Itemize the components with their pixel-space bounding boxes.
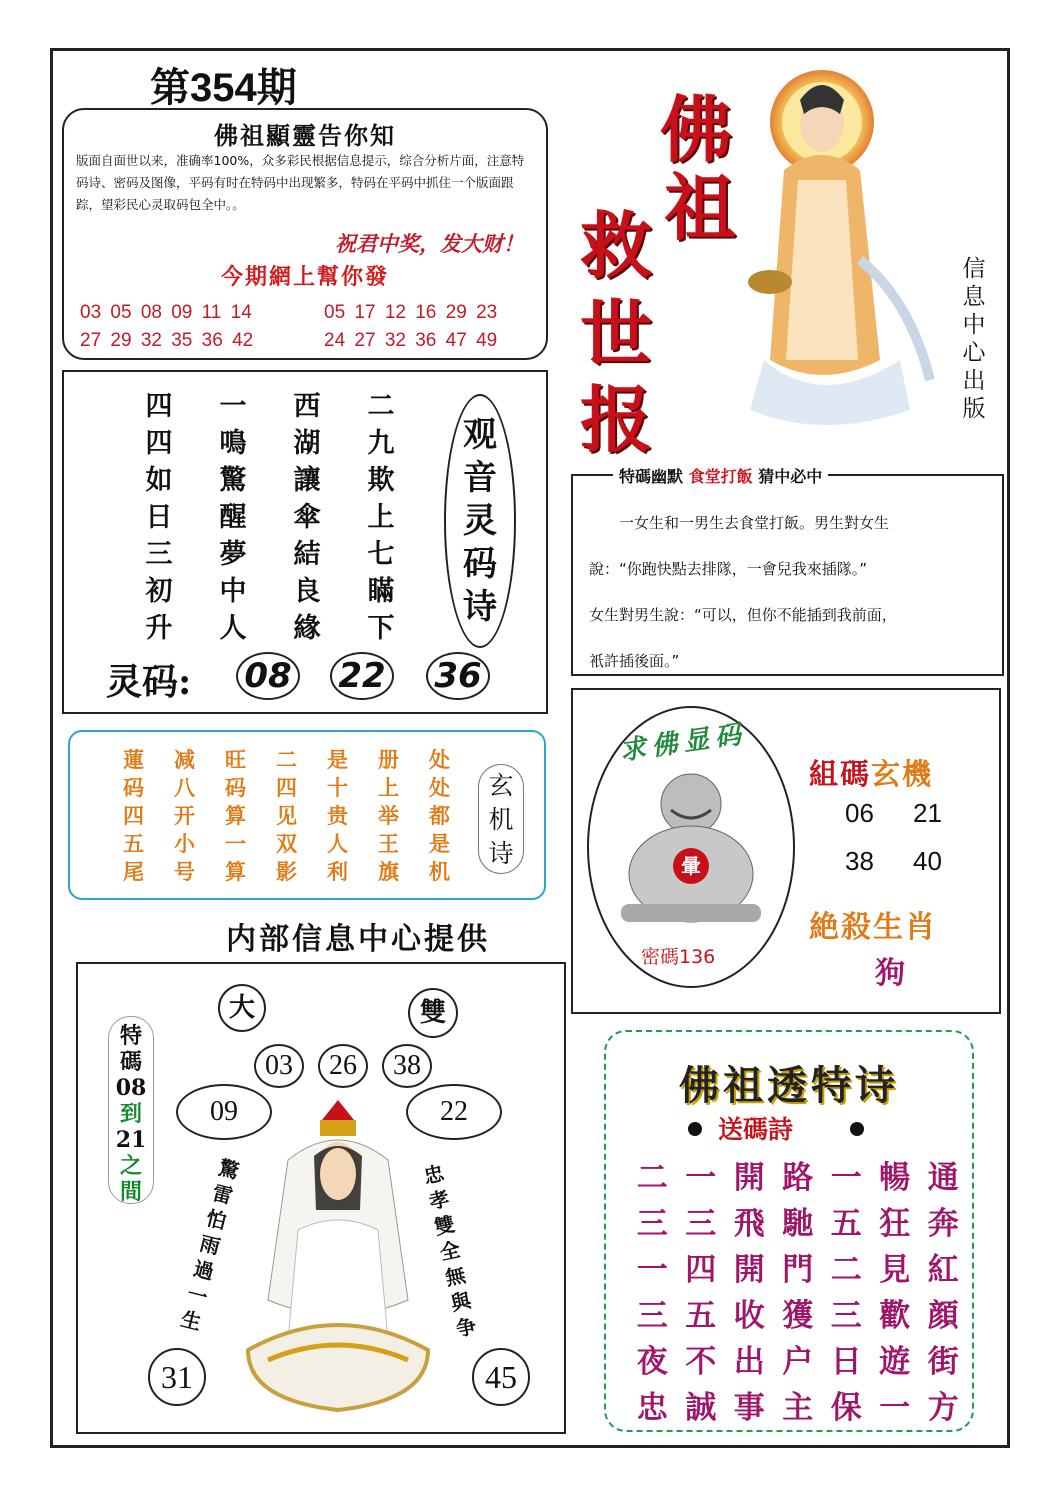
tema-number: 21 <box>115 1127 147 1153</box>
bullet-dot <box>850 1122 864 1136</box>
verse-char: 驚 <box>216 1155 242 1184</box>
song-ma-char: 夜 <box>636 1344 668 1380</box>
tema-char: 到 <box>119 1101 142 1127</box>
poem-char: 緣 <box>293 613 321 644</box>
song-ma-char: 保 <box>830 1390 862 1426</box>
poem-char: 良 <box>293 576 321 607</box>
xuanji-char: 见 <box>276 803 297 828</box>
verse-char: 雷 <box>209 1180 236 1209</box>
zuma-red: 組碼 <box>809 757 872 791</box>
buddha-oval <box>587 706 795 988</box>
poem-char: 讓 <box>293 465 321 496</box>
song-ma-char: 獲 <box>782 1298 814 1334</box>
tema-char: 之 <box>119 1153 142 1179</box>
xuanji-char: 利 <box>327 859 348 884</box>
song-ma-char: 三 <box>636 1298 668 1334</box>
title-char-3: 救 <box>580 203 653 288</box>
xuanji-char: 五 <box>123 831 144 856</box>
ball-number: 31 <box>148 1348 206 1406</box>
verse-char: 無 <box>443 1262 468 1291</box>
title-char-4: 世 <box>580 291 653 376</box>
tema-char: 間 <box>119 1179 142 1205</box>
song-ma-char: 二 <box>830 1252 862 1288</box>
song-ma-char: 歡 <box>879 1298 911 1334</box>
xuanji-char: 八 <box>174 775 195 800</box>
xuanji-char: 都 <box>429 803 450 828</box>
song-ma-char: 路 <box>782 1160 814 1196</box>
song-ma-char: 狂 <box>879 1206 911 1242</box>
fozu-title: 佛祖透特诗 <box>679 1062 899 1109</box>
song-ma-char: 忠 <box>636 1390 668 1426</box>
zuma-orange: 玄機 <box>871 757 934 791</box>
verse-char: 生 <box>178 1306 204 1335</box>
lingma-label: 灵码: <box>106 661 192 703</box>
poem-char: 欺 <box>367 465 395 496</box>
poem-char: 傘 <box>293 502 321 533</box>
poem-char: 四 <box>145 428 173 459</box>
song-ma-char: 一 <box>636 1252 668 1288</box>
joke-line: 衹許插後面。” <box>589 652 680 670</box>
song-ma-char: 暢 <box>879 1160 911 1196</box>
poem-char: 九 <box>367 428 395 459</box>
poem-grid <box>122 384 418 643</box>
xuanji-label-char: 诗 <box>488 839 514 868</box>
xuanji-char: 双 <box>276 831 297 856</box>
song-ma-char: 三 <box>636 1206 668 1242</box>
xuanji-char: 十 <box>327 775 348 800</box>
song-ma-char: 日 <box>830 1344 862 1380</box>
poem-char: 如 <box>145 465 173 496</box>
zuma-number: 06 <box>845 798 874 828</box>
intro-body: 版面自面世以来，准确率100%，众多彩民根据信息提示，综合分析片面，注意特码诗、密码及图像，平码有时在特码中出现繁多，特码在平码中抓住一个版面跟踪，望彩民心灵取码包全中。。 <box>76 153 525 212</box>
xuanji-char: 码 <box>123 775 144 800</box>
song-ma-char: 一 <box>830 1160 862 1196</box>
poem-label-char: 音 <box>463 457 497 498</box>
xuanji-char: 小 <box>174 831 195 856</box>
song-ma-char: 方 <box>927 1390 959 1426</box>
verse-char: 雙 <box>432 1211 457 1240</box>
poem-label-char: 码 <box>463 543 497 584</box>
poem-char: 中 <box>219 576 247 607</box>
wish-text: 祝君中奖，发大财！ <box>335 231 524 256</box>
issue-number: 第354期 <box>150 66 297 110</box>
xuanji-char: 贵 <box>327 803 348 828</box>
tema-guanyin-box <box>76 962 566 1434</box>
bullet-dot <box>688 1122 702 1136</box>
ball-number: 26 <box>318 1044 368 1088</box>
xuanji-char: 处 <box>429 747 450 772</box>
poem-char: 七 <box>367 539 395 570</box>
song-ma-char: 開 <box>733 1160 765 1196</box>
joke-line: 說：“你跑快點去排隊，一會兒我來插隊。” <box>589 560 868 578</box>
guanyin-standing-image <box>740 60 940 440</box>
song-ma-char: 一 <box>879 1390 911 1426</box>
joke-head-red: 食堂打飯 <box>688 467 753 486</box>
laughing-buddha-box <box>571 688 1001 1014</box>
verse-char: 與 <box>448 1288 474 1316</box>
xuanji-char: 减 <box>174 747 195 772</box>
poem-char: 西 <box>293 391 321 422</box>
song-ma-char: 户 <box>782 1344 814 1380</box>
jue-sha-title: 絶殺生肖 <box>809 910 937 945</box>
provider-text: 内部信息中心提供 <box>226 922 490 957</box>
verse-char: 忠 <box>421 1160 447 1189</box>
poem-char: 人 <box>219 613 247 644</box>
verse-char: 過 <box>191 1256 217 1285</box>
xuanji-char: 机 <box>429 859 450 884</box>
xuanji-char: 是 <box>327 747 348 772</box>
xuanji-char: 四 <box>276 775 297 800</box>
song-ma-char: 二 <box>636 1160 668 1196</box>
fozu-tete-poem-box <box>604 1030 974 1432</box>
xuanji-label-char: 玄 <box>488 771 514 800</box>
ball-number: 38 <box>382 1044 432 1088</box>
verse-char: 争 <box>453 1313 479 1342</box>
song-ma-char: 街 <box>927 1344 959 1380</box>
xuanji-char: 人 <box>327 831 348 856</box>
poem-char: 鳴 <box>219 428 247 459</box>
xuanji-char: 旺 <box>225 747 246 772</box>
xuanji-char: 是 <box>429 831 450 856</box>
poem-label-char: 灵 <box>463 500 497 541</box>
joke-line: 一女生和一男生去食堂打飯。男生對女生 <box>589 514 890 532</box>
song-ma-char: 顔 <box>927 1298 959 1334</box>
lingma-code-1: 08 <box>236 652 300 700</box>
verse-char: 孝 <box>426 1186 452 1214</box>
song-ma-grid <box>628 1152 968 1428</box>
tema-char: 特 <box>119 1023 142 1049</box>
song-ma-char: 四 <box>685 1252 717 1288</box>
publisher-text: 信息中心出版 <box>962 256 986 422</box>
xuanji-char: 号 <box>174 859 195 884</box>
song-ma-char: 奔 <box>927 1206 959 1242</box>
intro-box <box>62 108 548 360</box>
xuanji-label <box>478 764 524 874</box>
double-label: 雙 <box>408 988 458 1038</box>
poem-char: 下 <box>367 613 395 644</box>
poem-label-oval <box>444 394 516 648</box>
xuanji-poem-box <box>68 730 546 900</box>
nums-left-row1: 03 05 08 09 11 14 <box>80 302 252 323</box>
zuma-number: 21 <box>913 798 942 828</box>
poem-label-char: 观 <box>463 414 497 455</box>
xuanji-char: 码 <box>225 775 246 800</box>
song-ma-char: 主 <box>782 1390 814 1426</box>
title-char-1: 佛 <box>660 87 733 172</box>
nums-left-row2: 27 29 32 35 36 42 <box>80 330 254 351</box>
song-ma-char: 遊 <box>879 1344 911 1380</box>
net-title: 今期網上幫你發 <box>220 264 389 290</box>
poem-char: 三 <box>145 539 173 570</box>
song-ma-char: 馳 <box>782 1206 814 1242</box>
buddha-arc-text: 求佛显码 <box>617 719 749 767</box>
laughing-buddha-image <box>611 764 771 924</box>
song-ma-char: 紅 <box>927 1252 959 1288</box>
song-ma-char: 三 <box>830 1298 862 1334</box>
song-ma-char: 收 <box>733 1298 765 1334</box>
xuanji-char: 尾 <box>123 859 144 884</box>
song-ma-char: 通 <box>927 1160 959 1196</box>
verse-char: 全 <box>437 1237 463 1265</box>
poem-char: 一 <box>219 391 247 422</box>
joke-head-tail: 猜中必中 <box>758 467 823 486</box>
poem-char: 瞞 <box>367 576 395 607</box>
song-ma-char: 開 <box>733 1252 765 1288</box>
tema-range-label <box>108 1016 154 1204</box>
zuma-number: 38 <box>845 846 874 876</box>
xuanji-char: 开 <box>174 803 195 828</box>
ball-number: 22 <box>406 1084 502 1140</box>
title-char-2: 祖 <box>664 165 737 250</box>
guanyin-code-poem-box <box>62 370 548 714</box>
zuma-title <box>809 752 933 793</box>
song-ma-char: 五 <box>685 1298 717 1334</box>
song-ma-char: 見 <box>879 1252 911 1288</box>
tema-char: 碼 <box>119 1049 142 1075</box>
song-ma-char: 飛 <box>733 1206 765 1242</box>
xuanji-label-char: 机 <box>488 805 514 834</box>
joke-text <box>589 500 989 684</box>
song-ma-char: 不 <box>685 1344 717 1380</box>
song-ma-char: 誠 <box>685 1390 717 1426</box>
xuanji-char: 算 <box>225 859 246 884</box>
poem-char: 日 <box>145 502 173 533</box>
jue-sha-animal: 狗 <box>875 956 905 991</box>
lingma-code-3: 36 <box>426 652 490 700</box>
zuma-number: 40 <box>913 846 942 876</box>
guanyin-seated-image <box>228 1100 448 1430</box>
ball-number: 03 <box>254 1044 304 1088</box>
song-ma-char: 事 <box>733 1390 765 1426</box>
xuanji-char: 一 <box>225 831 246 856</box>
xuanji-char: 旗 <box>378 859 399 884</box>
song-ma-char: 出 <box>733 1344 765 1380</box>
poem-char: 夢 <box>219 539 247 570</box>
poem-char: 上 <box>367 502 395 533</box>
verse-char: 怕 <box>203 1205 229 1234</box>
buddha-seal: 暈 <box>673 848 709 884</box>
nums-right-row1: 05 17 12 16 29 23 <box>324 302 498 323</box>
joke-header <box>613 464 828 487</box>
tema-number: 08 <box>115 1075 147 1101</box>
poem-label-char: 诗 <box>463 586 497 627</box>
ball-number: 45 <box>472 1348 530 1406</box>
lingma-code-2: 22 <box>330 652 394 700</box>
title-char-5: 报 <box>580 377 653 462</box>
xuanji-char: 上 <box>378 775 399 800</box>
xuanji-char: 算 <box>225 803 246 828</box>
xuanji-grid <box>108 744 465 884</box>
poem-char: 結 <box>293 539 321 570</box>
xuanji-char: 四 <box>123 803 144 828</box>
joke-head-text: 特碼幽默 <box>619 467 684 486</box>
song-ma-char: 三 <box>685 1206 717 1242</box>
song-ma-char: 門 <box>782 1252 814 1288</box>
poem-char: 初 <box>145 576 173 607</box>
poem-char: 二 <box>367 391 395 422</box>
poem-char: 湖 <box>293 428 321 459</box>
joke-box <box>571 467 1004 676</box>
ball-number: 09 <box>176 1084 272 1140</box>
xuanji-char: 册 <box>378 747 399 772</box>
intro-title: 佛祖顯靈告你知 <box>214 121 396 150</box>
nums-right-row2: 24 27 32 36 47 49 <box>324 330 498 351</box>
song-ma-subtitle: 送碼詩 <box>718 1115 794 1144</box>
verse-char: 雨 <box>197 1230 223 1260</box>
xuanji-char: 王 <box>378 831 399 856</box>
xuanji-char: 处 <box>429 775 450 800</box>
xuanji-char: 影 <box>276 859 297 884</box>
xuanji-char: 二 <box>276 747 297 772</box>
poem-char: 驚 <box>219 465 247 496</box>
song-ma-char: 五 <box>830 1206 862 1242</box>
verse-char: 一 <box>184 1281 211 1310</box>
xuanji-char: 蓮 <box>123 747 144 772</box>
poem-char: 升 <box>145 613 173 644</box>
buddha-code: 密碼136 <box>641 946 716 968</box>
joke-line: 女生對男生說：“可以，但你不能插到我前面， <box>589 606 897 624</box>
song-ma-char: 一 <box>685 1160 717 1196</box>
poem-char: 醒 <box>219 502 247 533</box>
poem-char: 四 <box>145 391 173 422</box>
xuanji-char: 举 <box>378 803 399 828</box>
big-label: 大 <box>218 984 266 1032</box>
